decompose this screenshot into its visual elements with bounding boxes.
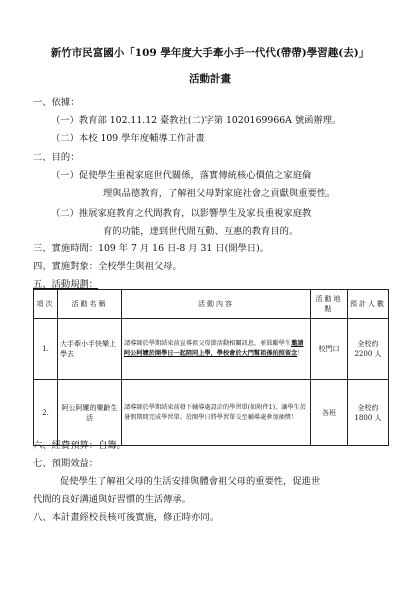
row-content: 請導師於學期結束前發下輔導處設計的學習單(如附件1)，讓學生於暑假期間完成學習單。於開學日將學習單交至輔導處參加抽獎！ — [122, 380, 311, 446]
row-name: 阿公阿嬤的樂齡生活 — [58, 380, 122, 446]
header-content: 活動內容 — [122, 290, 311, 319]
header-location: 活動地點 — [311, 290, 348, 319]
row-estimate: 全校約1800 人 — [348, 380, 389, 446]
row-content-text: 請導師於學期結束前宣導祖父母節活動相關訊息，並鼓勵學生 — [124, 340, 292, 347]
row-no: 1. — [34, 319, 58, 380]
section-plan-heading: 五、活動規劃： — [33, 279, 99, 290]
activity-plan-table — [33, 289, 389, 446]
document-subtitle: 活動計畫 — [189, 73, 231, 85]
row-no: 2. — [34, 380, 58, 446]
section-basis-heading: 一、依據： — [33, 97, 80, 108]
purpose-item-1-line2: 理與品德教育，了解祖父母對家庭社會之貢獻與重要性。 — [103, 188, 336, 199]
header-name: 活動名稱 — [58, 290, 122, 319]
table-row — [34, 380, 389, 446]
section-target: 四、實施對象：全校學生與祖父母。 — [33, 261, 182, 272]
section-purpose-heading: 二、目的： — [33, 152, 80, 163]
effect-line2: 代間的良好溝通與好習慣的生活傳承。 — [33, 494, 192, 505]
row-estimate: 全校約2200 人 — [348, 319, 389, 380]
purpose-item-2-line1: （二）推展家庭教育之代間教育，以影響學生及家長重視家庭教 — [51, 208, 312, 219]
basis-item-2: （二）本校 109 學年度輔導工作計畫 — [51, 133, 205, 144]
row-location: 校門口 — [311, 319, 348, 380]
table-header-row — [34, 290, 389, 319]
effect-line1: 促使學生了解祖父母的生活安排與體會祖父母的重要性，促進世 — [60, 476, 321, 487]
section-approval: 八、本計畫經校長核可後實施，修正時亦同。 — [33, 512, 219, 523]
header-no: 項次 — [34, 290, 58, 319]
row-content-end: ！ — [297, 350, 304, 357]
section-time: 三、實施時間：109 年 7 月 16 日-8 月 31 日(開學日)。 — [33, 243, 270, 254]
header-estimate: 預計人數 — [348, 290, 389, 319]
row-name: 大手牽小手快樂上學去 — [58, 319, 122, 380]
row-content — [122, 319, 311, 380]
row-location: 各班 — [311, 380, 348, 446]
document-title: 新竹市民富國小「109 學年度大手牽小手一代代(帶帶)學習趣(去)」 — [50, 47, 370, 59]
section-budget: 六、經費預算：自籌。 — [33, 440, 126, 451]
purpose-item-2-line2: 育的功能，達到世代間互動、互惠的教育目的。 — [103, 226, 299, 237]
basis-item-1: （一）教育部 102.11.12 臺教社(二)字第 1020169966A 號函辦理。 — [51, 115, 342, 126]
row-content-emphasis: 邀請阿公阿嬤於開學日一起陪同上學，學校會於大門幫祖孫拍照留念 — [124, 340, 304, 357]
section-effect-heading: 七、預期效益： — [33, 458, 99, 469]
table-row — [34, 319, 389, 380]
purpose-item-1-line1: （一）促使學生重視家庭世代關係，落實傳統核心價值之家庭倫 — [51, 170, 312, 181]
